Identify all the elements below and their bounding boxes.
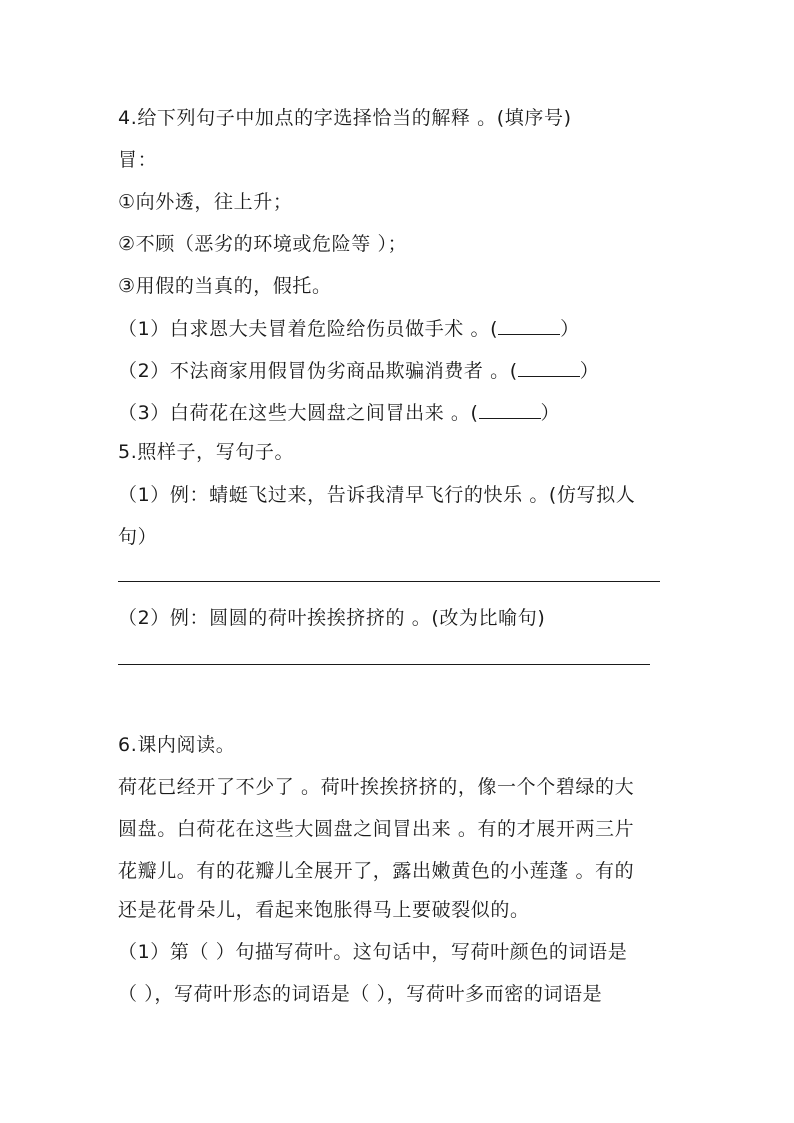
q4-close-paren-1: ） — [560, 318, 580, 340]
q5-part1-line1: （1）例：蜻蜓飞过来，告诉我清早飞行的快乐 。(仿写拟人 — [118, 484, 636, 506]
q6-passage-line-3: 花瓣儿。有的花瓣儿全展开了，露出嫩黄色的小莲蓬 。有的 — [118, 860, 635, 882]
q4-title: 4.给下列句子中加点的字选择恰当的解释 。(填序号) — [118, 107, 572, 129]
q5-part2: （2）例：圆圆的荷叶挨挨挤挤的 。(改为比喻句) — [118, 607, 546, 629]
q4-answer-blank-1[interactable] — [498, 316, 560, 335]
q6-title: 6.课内阅读。 — [118, 734, 236, 756]
q4-sentence-3 — [118, 400, 560, 425]
q4-answer-blank-2[interactable] — [518, 358, 580, 377]
q4-definition-2: ②不顾（恶劣的环境或危险等 ）； — [118, 233, 408, 255]
q6-passage-line-4: 还是花骨朵儿，看起来饱胀得马上要破裂似的。 — [118, 899, 530, 921]
q4-sentence-2 — [118, 358, 599, 383]
q4-target-char: 冒： — [118, 149, 158, 171]
q4-sentence-1-text: （1）白求恩大夫冒着危险给伤员做手术 。( — [118, 318, 499, 340]
q5-answer-line-1[interactable] — [118, 581, 660, 582]
q6-passage-line-1: 荷花已经开了不少了 。荷叶挨挨挤挤的，像一个个碧绿的大 — [118, 776, 635, 798]
q6-sub1-line-2: （ ），写荷叶形态的词语是（ ），写荷叶多而密的词语是 — [118, 983, 603, 1005]
q6-passage-line-2: 圆盘。白荷花在这些大圆盘之间冒出来 。有的才展开两三片 — [118, 818, 635, 840]
q5-title: 5.照样子，写句子。 — [118, 441, 295, 463]
q6-sub1-line-1: （1）第（ ）句描写荷叶。这句话中，写荷叶颜色的词语是 — [118, 941, 628, 963]
q4-definition-1: ①向外透，往上升； — [118, 191, 293, 213]
q5-answer-line-2[interactable] — [118, 664, 650, 665]
q4-sentence-3-text: （3）白荷花在这些大圆盘之间冒出来 。( — [118, 402, 479, 424]
q5-part1-line2: 句） — [118, 526, 158, 548]
q4-sentence-1 — [118, 316, 580, 341]
q4-close-paren-3: ） — [540, 402, 561, 424]
q4-sentence-2-text: （2）不法商家用假冒伪劣商品欺骗消费者 。( — [118, 360, 518, 382]
q4-answer-blank-3[interactable] — [479, 400, 541, 419]
q4-close-paren-2: ） — [579, 360, 600, 382]
q4-definition-3: ③用假的当真的，假托。 — [118, 275, 332, 297]
